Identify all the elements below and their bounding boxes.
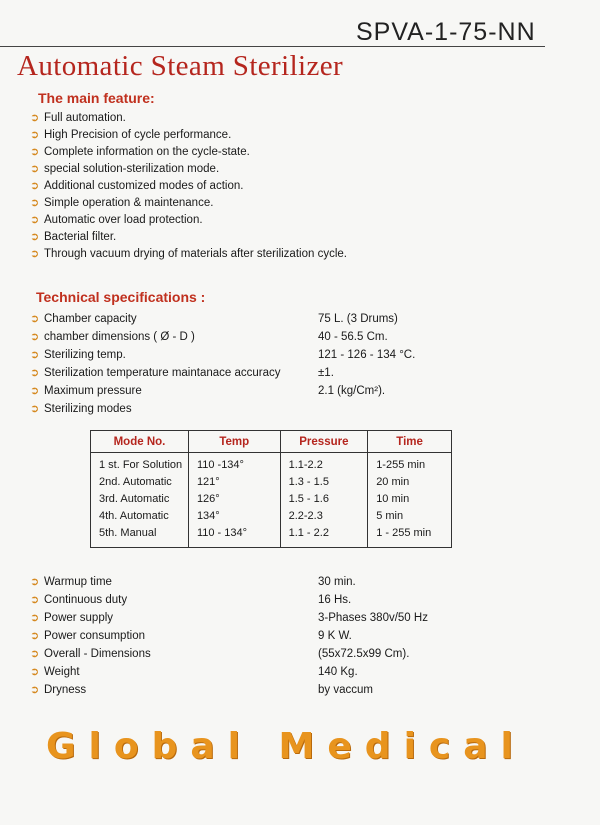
bullet-icon: ➲ xyxy=(30,684,40,696)
bullet-icon: ➲ xyxy=(30,612,40,624)
bullet-icon: ➲ xyxy=(30,313,40,325)
bullet-icon: ➲ xyxy=(30,214,40,226)
list-item: ➲ Through vacuum drying of materials after sterilization cycle. xyxy=(28,246,347,263)
bullet-icon: ➲ xyxy=(30,129,40,141)
sterilizing-modes-table xyxy=(90,430,452,548)
bullet-icon: ➲ xyxy=(30,403,40,415)
spec-row: ➲ Dryness by vaccum xyxy=(28,681,458,699)
spec-row: ➲ Sterilization temperature maintanace accuracy ±1. xyxy=(28,364,458,382)
table-cell: 5 min xyxy=(368,507,452,524)
table-cell: 1 st. For Solution xyxy=(91,453,189,474)
spec-row: ➲ Continuous duty 16 Hs. xyxy=(28,591,458,609)
table-header: Time xyxy=(368,431,452,453)
bullet-icon: ➲ xyxy=(30,163,40,175)
table-row xyxy=(91,524,452,548)
list-item: ➲ High Precision of cycle performance. xyxy=(28,127,347,144)
table-cell: 2.2-2.3 xyxy=(280,507,368,524)
specs-heading: Technical specifications : xyxy=(36,289,206,305)
table-cell: 5th. Manual xyxy=(91,524,189,548)
table-header: Temp xyxy=(188,431,280,453)
table-cell: 2nd. Automatic xyxy=(91,473,189,490)
list-item: ➲ Automatic over load protection. xyxy=(28,212,347,229)
spec-row: ➲ Sterilizing modes xyxy=(28,400,458,418)
spec-row: ➲ Warmup time 30 min. xyxy=(28,573,458,591)
table-cell: 110 -134° xyxy=(188,453,280,474)
list-item: ➲ Additional customized modes of action. xyxy=(28,178,347,195)
bullet-icon: ➲ xyxy=(30,349,40,361)
bullet-icon: ➲ xyxy=(30,231,40,243)
bullet-icon: ➲ xyxy=(30,385,40,397)
list-item: ➲ Bacterial filter. xyxy=(28,229,347,246)
model-number: SPVA-1-75-NN xyxy=(356,18,536,46)
table-cell: 1.1 - 2.2 xyxy=(280,524,368,548)
bullet-icon: ➲ xyxy=(30,594,40,606)
additional-specs-list xyxy=(28,573,458,699)
table-cell: 20 min xyxy=(368,473,452,490)
features-heading: The main feature: xyxy=(38,90,155,106)
table-cell: 3rd. Automatic xyxy=(91,490,189,507)
table-header-row xyxy=(91,431,452,453)
bullet-icon: ➲ xyxy=(30,248,40,260)
bullet-icon: ➲ xyxy=(30,648,40,660)
table-cell: 4th. Automatic xyxy=(91,507,189,524)
table-row xyxy=(91,490,452,507)
bullet-icon: ➲ xyxy=(30,180,40,192)
table-cell: 1.5 - 1.6 xyxy=(280,490,368,507)
spec-row: ➲ Overall - Dimensions (55x72.5x99 Cm). xyxy=(28,645,458,663)
spec-row: ➲ Maximum pressure 2.1 (kg/Cm²). xyxy=(28,382,458,400)
spec-row: ➲ Sterilizing temp. 121 - 126 - 134 °C. xyxy=(28,346,458,364)
table-cell: 134° xyxy=(188,507,280,524)
table-row xyxy=(91,507,452,524)
bullet-icon: ➲ xyxy=(30,146,40,158)
bullet-icon: ➲ xyxy=(30,112,40,124)
list-item: ➲ Simple operation & maintenance. xyxy=(28,195,347,212)
bullet-icon: ➲ xyxy=(30,331,40,343)
table-row xyxy=(91,453,452,474)
header-rule xyxy=(0,46,545,47)
page-title: Automatic Steam Sterilizer xyxy=(17,50,344,82)
bullet-icon: ➲ xyxy=(30,630,40,642)
table-cell: 1.1-2.2 xyxy=(280,453,368,474)
bullet-icon: ➲ xyxy=(30,367,40,379)
table-cell: 1-255 min xyxy=(368,453,452,474)
list-item: ➲ special solution-sterilization mode. xyxy=(28,161,347,178)
table-cell: 126° xyxy=(188,490,280,507)
bullet-icon: ➲ xyxy=(30,197,40,209)
bullet-icon: ➲ xyxy=(30,666,40,678)
table-cell: 110 - 134° xyxy=(188,524,280,548)
list-item: ➲ Full automation. xyxy=(28,110,347,127)
spec-row: ➲ Weight 140 Kg. xyxy=(28,663,458,681)
brand-logo-text: Global Medical xyxy=(46,726,526,767)
specs-list xyxy=(28,310,458,418)
table-cell: 1 - 255 min xyxy=(368,524,452,548)
features-list xyxy=(28,110,347,263)
table-header: Pressure xyxy=(280,431,368,453)
bullet-icon: ➲ xyxy=(30,576,40,588)
spec-row: ➲ chamber dimensions ( Ø - D ) 40 - 56.5 Cm. xyxy=(28,328,458,346)
table-header: Mode No. xyxy=(91,431,189,453)
table-cell: 10 min xyxy=(368,490,452,507)
list-item: ➲ Complete information on the cycle-state. xyxy=(28,144,347,161)
spec-row: ➲ Power consumption 9 K W. xyxy=(28,627,458,645)
table-row xyxy=(91,473,452,490)
table-cell: 1.3 - 1.5 xyxy=(280,473,368,490)
spec-row: ➲ Power supply 3-Phases 380v/50 Hz xyxy=(28,609,458,627)
table-cell: 121° xyxy=(188,473,280,490)
spec-row: ➲ Chamber capacity 75 L. (3 Drums) xyxy=(28,310,458,328)
